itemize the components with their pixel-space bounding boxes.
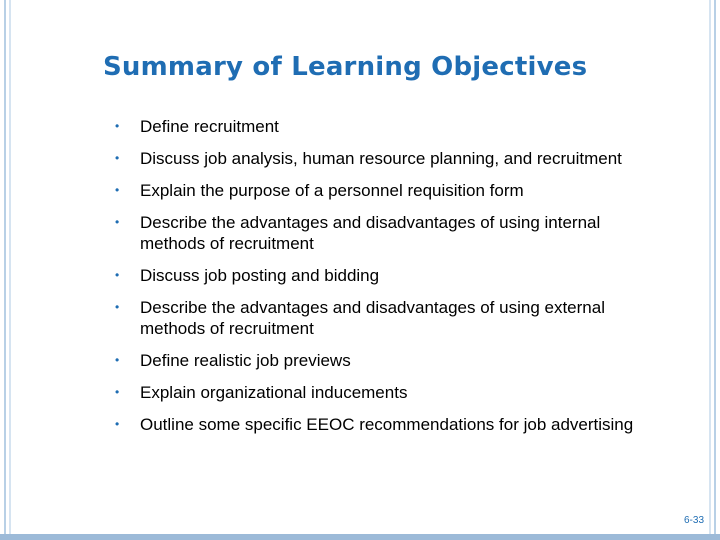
learning-objectives-list — [115, 116, 640, 446]
bullet-item — [115, 382, 640, 403]
slide-title: Summary of Learning Objectives — [103, 52, 588, 82]
bullet-text: Describe the advantages and disadvantages of using external methods of recruitment — [140, 298, 605, 338]
bullet-text: Define recruitment — [140, 117, 279, 136]
right-border-line — [714, 0, 716, 540]
left-border-line — [4, 0, 6, 540]
bullet-item — [115, 265, 640, 286]
bullet-icon: • — [115, 215, 120, 229]
bullet-text: Explain organizational inducements — [140, 383, 408, 402]
bullet-icon: • — [115, 151, 120, 165]
bullet-text: Discuss job posting and bidding — [140, 266, 380, 285]
left-border-line — [9, 0, 11, 540]
bullet-text: Outline some specific EEOC recommendations for job advertising — [140, 415, 634, 434]
bottom-border-band — [0, 534, 720, 540]
bullet-icon: • — [115, 417, 120, 431]
bullet-text: Describe the advantages and disadvantages of using internal methods of recruitment — [140, 213, 601, 253]
bullet-item — [115, 414, 640, 435]
bullet-text: Explain the purpose of a personnel requisition form — [140, 181, 524, 200]
bullet-text: Define realistic job previews — [140, 351, 351, 370]
bullet-item — [115, 350, 640, 371]
right-border-line — [709, 0, 711, 540]
bullet-item — [115, 297, 640, 339]
bullet-item — [115, 148, 640, 169]
bullet-icon: • — [115, 183, 120, 197]
page-number: 6-33 — [683, 515, 704, 526]
bullet-icon: • — [115, 353, 120, 367]
bullet-item — [115, 180, 640, 201]
bullet-icon: • — [115, 300, 120, 314]
bullet-text: Discuss job analysis, human resource planning, and recruitment — [140, 149, 622, 168]
bullet-icon: • — [115, 268, 120, 282]
bullet-item — [115, 116, 640, 137]
bullet-icon: • — [115, 385, 120, 399]
bullet-item — [115, 212, 640, 254]
bullet-icon: • — [115, 119, 120, 133]
